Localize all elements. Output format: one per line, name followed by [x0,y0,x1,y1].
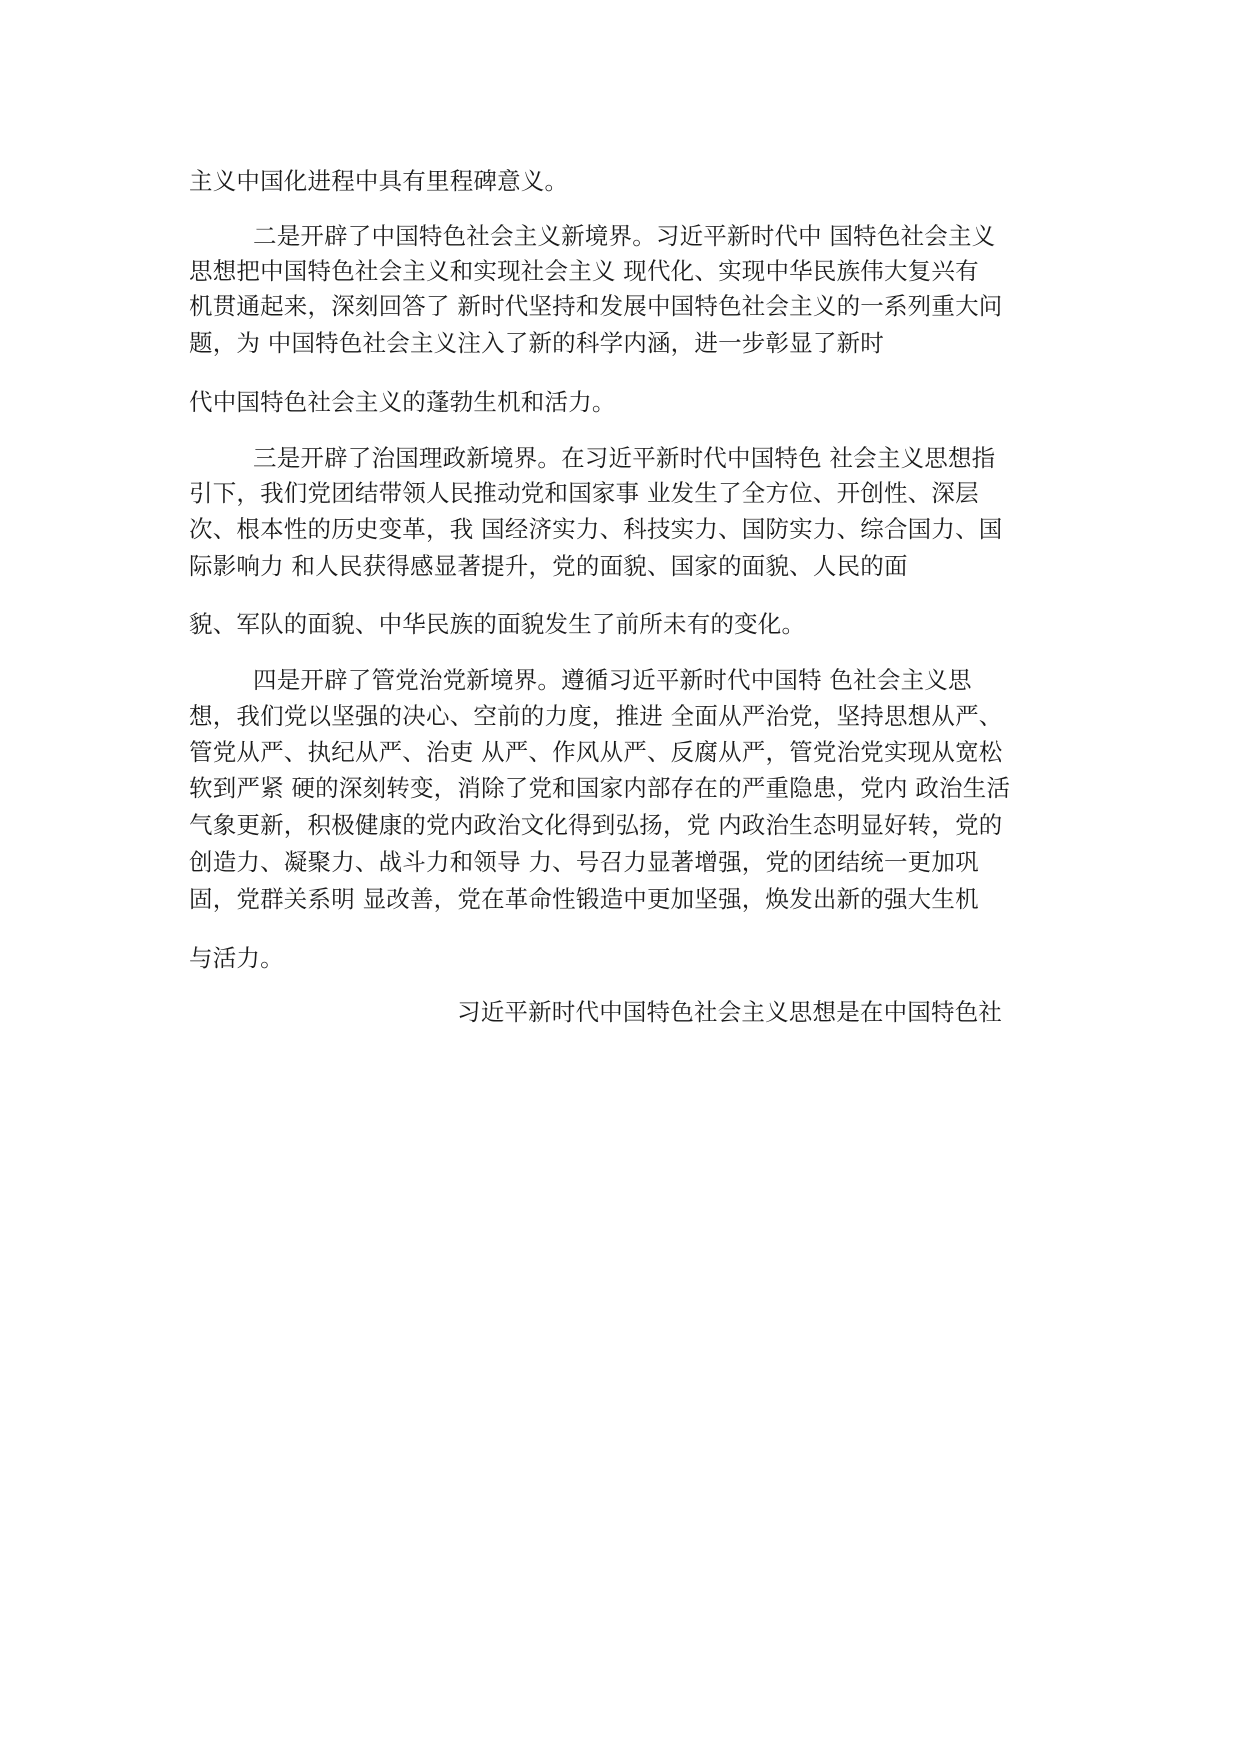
text-line: 创造力、凝聚力、战斗力和领导 力、号召力显著增强，党的团结统一更加巩 [189,848,979,876]
text-line: 固，党群关系明 显改善，党在革命性锻造中更加坚强，焕发出新的强大生机 [189,885,979,913]
text-line: 主义中国化进程中具有里程碑意义。 [189,167,569,195]
text-line: 际影响力 和人民获得感显著提升，党的面貌、国家的面貌、人民的面 [189,552,908,580]
text-line: 貌、军队的面貌、中华民族的面貌发生了前所未有的变化。 [189,610,806,638]
text-line: 引下，我们党团结带领人民推动党和国家事 业发生了全方位、开创性、深层 [189,479,979,507]
text-line: 机贯通起来，深刻回答了 新时代坚持和发展中国特色社会主义的一系列重大问 [189,292,1003,320]
text-line: 三是开辟了治国理政新境界。在习近平新时代中国特色 社会主义思想指 [253,444,996,472]
text-line: 次、根本性的历史变革，我 国经济实力、科技实力、国防实力、综合国力、国 [189,515,1003,543]
text-line: 管党从严、执纪从严、治吏 从严、作风从严、反腐从严，管党治党实现从宽松 [189,738,1003,766]
text-line: 软到严紧 硬的深刻转变，消除了党和国家内部存在的严重隐患，党内 政治生活 [189,774,1011,802]
text-line: 气象更新，积极健康的党内政治文化得到弘扬，党 内政治生态明显好转，党的 [189,811,1003,839]
text-line: 代中国特色社会主义的蓬勃生机和活力。 [189,388,616,416]
text-line: 想，我们党以坚强的决心、空前的力度，推进 全面从严治党，坚持思想从严、 [189,702,1003,730]
text-line: 思想把中国特色社会主义和实现社会主义 现代化、实现中华民族伟大复兴有 [189,257,979,285]
text-line: 四是开辟了管党治党新境界。遵循习近平新时代中国特 色社会主义思 [253,666,972,694]
text-line: 习近平新时代中国特色社会主义思想是在中国特色社 [457,998,1003,1026]
text-line: 题，为 中国特色社会主义注入了新的科学内涵，进一步彰显了新时 [189,329,884,357]
text-line: 二是开辟了中国特色社会主义新境界。习近平新时代中 国特色社会主义 [253,222,996,250]
text-line: 与活力。 [189,944,284,972]
